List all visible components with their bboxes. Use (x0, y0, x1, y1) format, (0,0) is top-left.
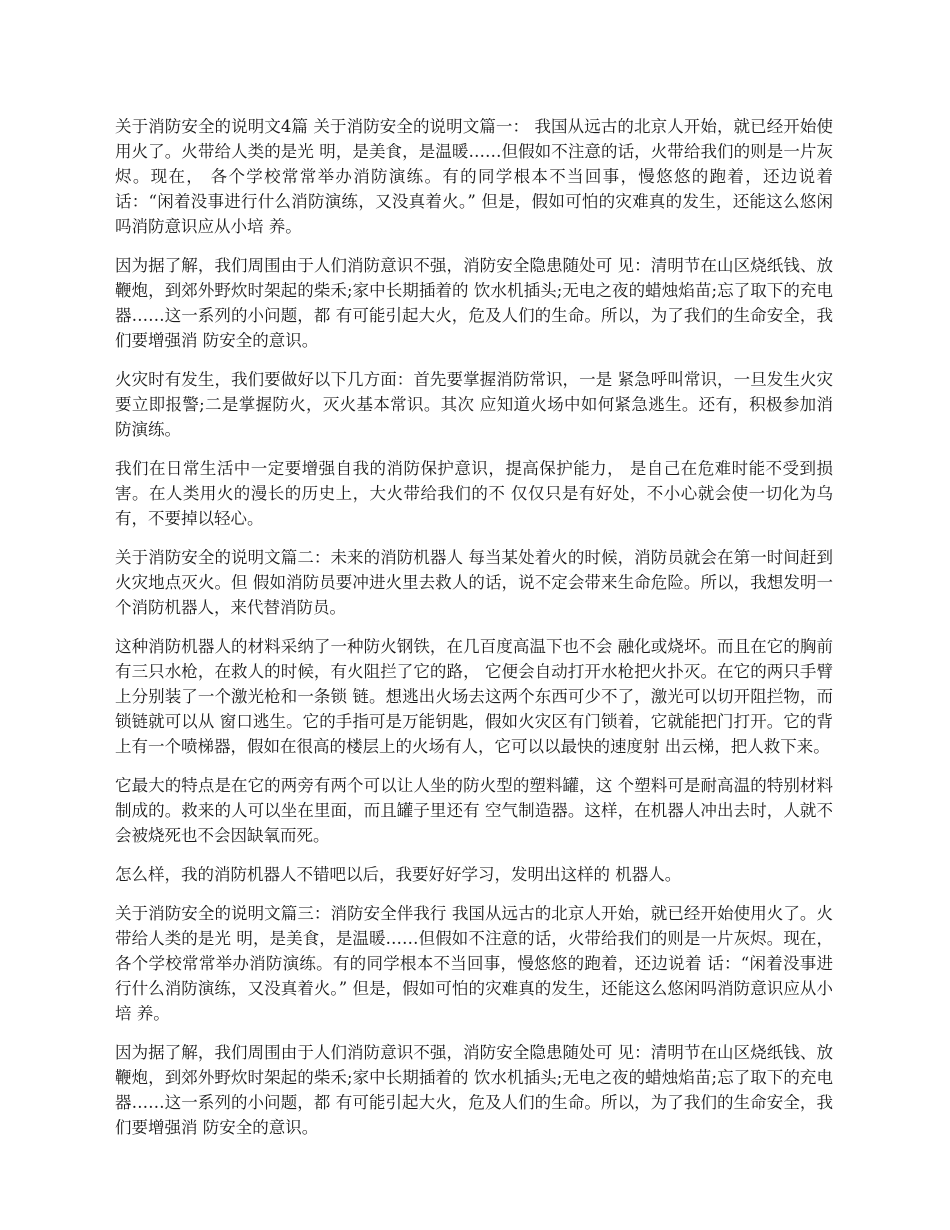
paragraph-6: 这种消防机器人的材料采纳了一种防火钢铁，在几百度高温下也不会 融化或烧坏。而且在它的胸前有三只水枪，在救人的时候，有火阻拦了它的路， 它便会自动打开水枪把火扑灭。在它的两只手臂上分别装了一个激光枪和一条锁 链。想逃出火场去这两个东西可少不了，激光可以切开阻拦物，而锁链就可以从 窗口逃生。它的手指可是万能钥匙，假如火灾区有门锁着，它就能把门打开。它的背上有一个喷梯器，假如在很高的楼层上的火场有人，它可以以最快的速度射 出云梯，把人救下来。 (115, 637, 833, 756)
paragraph-4: 我们在日常生活中一定要增强自我的消防保护意识，提高保护能力， 是自己在危难时能不受到损害。在人类用火的漫长的历史上，大火带给我们的不 仅仅只是有好处，不小心就会使一切化为乌有，不要掉以轻心。 (115, 459, 833, 528)
paragraph-10: 因为据了解，我们周围由于人们消防意识不强，消防安全隐患随处可 见：清明节在山区烧纸钱、放鞭炮，到郊外野炊时架起的柴禾;家中长期插着的 饮水机插头;无电之夜的蜡烛焰苗;忘了取下的充电器……这一系列的小问题，都 有可能引起大火，危及人们的生命。所以，为了我们的生命安全，我们要增强消 防安全的意识。 (115, 1043, 833, 1137)
document-page (115, 114, 833, 1154)
paragraph-7: 它最大的特点是在它的两旁有两个可以让人坐的防火型的塑料罐，这 个塑料可是耐高温的特别材料制成的。救来的人可以坐在里面，而且罐子里还有 空气制造器。这样，在机器人冲出去时，人就不会被烧死也不会因缺氧而死。 (115, 776, 833, 845)
paragraph-5: 关于消防安全的说明文篇二：未来的消防机器人 每当某处着火的时候，消防员就会在第一时间赶到火灾地点灭火。但 假如消防员要冲进火里去救人的话，说不定会带来生命危险。所以，我想发明一 个消防机器人，来代替消防员。 (115, 548, 833, 617)
paragraph-1: 关于消防安全的说明文4篇 关于消防安全的说明文篇一： 我国从远古的北京人开始，就已经开始使用火了。火带给人类的是光 明，是美食，是温暖……但假如不注意的话，火带给我们的则是一片灰烬。现在， 各个学校常常举办消防演练。有的同学根本不当回事，慢悠悠的跑着，还边说着 话：“闲着没事进行什么消防演练，又没真着火。” 但是，假如可怕的灾难真的发生，还能这么悠闲吗消防意识应从小培 养。 (115, 117, 833, 236)
paragraph-9: 关于消防安全的说明文篇三：消防安全伴我行 我国从远古的北京人开始，就已经开始使用火了。火带给人类的是光 明，是美食，是温暖……但假如不注意的话，火带给我们的则是一片灰烬。现在， 各个学校常常举办消防演练。有的同学根本不当回事，慢悠悠的跑着，还边说着 话：“闲着没事进行什么消防演练，又没真着火。” 但是，假如可怕的灾难真的发生，还能这么悠闲吗消防意识应从小培 养。 (115, 904, 833, 1023)
paragraph-2: 因为据了解，我们周围由于人们消防意识不强，消防安全隐患随处可 见：清明节在山区烧纸钱、放鞭炮，到郊外野炊时架起的柴禾;家中长期插着的 饮水机插头;无电之夜的蜡烛焰苗;忘了取下的充电器……这一系列的小问题，都 有可能引起大火，危及人们的生命。所以，为了我们的生命安全，我们要增强消 防安全的意识。 (115, 256, 833, 350)
paragraph-8: 怎么样，我的消防机器人不错吧以后，我要好好学习，发明出这样的 机器人。 (115, 865, 682, 884)
paragraph-3: 火灾时有发生，我们要做好以下几方面：首先要掌握消防常识，一是 紧急呼叫常识，一旦发生火灾要立即报警;二是掌握防火，灭火基本常识。其次 应知道火场中如何紧急逃生。还有，积极参加消防演练。 (115, 370, 833, 439)
